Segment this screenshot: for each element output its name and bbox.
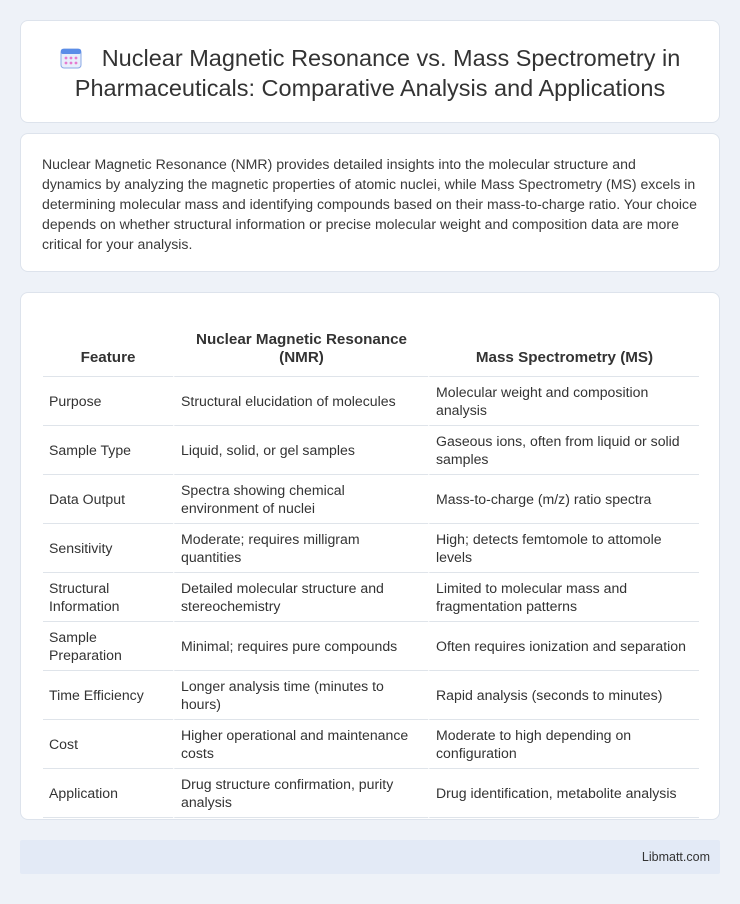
nmr-cell: Liquid, solid, or gel samples [173, 426, 428, 475]
table-row [43, 475, 699, 524]
header-nmr: Nuclear Magnetic Resonance (NMR) [173, 313, 428, 377]
ms-cell: Drug identification, metabolite analysis [428, 769, 699, 818]
ms-cell: Limited to molecular mass and fragmentation patterns [428, 573, 699, 622]
nmr-cell: Longer analysis time (minutes to hours) [173, 671, 428, 720]
feature-cell: Application [43, 769, 173, 818]
table-row [43, 720, 699, 769]
table-header-row [43, 313, 699, 377]
ms-cell: Often requires ionization and separation [428, 622, 699, 671]
ms-cell: Mass-to-charge (m/z) ratio spectra [428, 475, 699, 524]
calendar-icon [60, 47, 82, 69]
header-feature: Feature [43, 313, 173, 377]
feature-cell: Time Efficiency [43, 671, 173, 720]
feature-cell: Sensitivity [43, 524, 173, 573]
table-row [43, 769, 699, 818]
page-title [41, 43, 699, 103]
table-row [43, 622, 699, 671]
nmr-cell: Minimal; requires pure compounds [173, 622, 428, 671]
table-row [43, 671, 699, 720]
ms-cell: Rapid analysis (seconds to minutes) [428, 671, 699, 720]
footer [20, 840, 720, 874]
ms-cell: High; detects femtomole to attomole levels [428, 524, 699, 573]
feature-cell: Sample Type [43, 426, 173, 475]
ms-cell: Molecular weight and composition analysis [428, 377, 699, 426]
table-row [43, 426, 699, 475]
intro-paragraph: Nuclear Magnetic Resonance (NMR) provides detailed insights into the molecular structure and dynamics by analyzing the magnetic properties of atomic nuclei, while Mass Spectrometry (MS) excels in determining molecular mass and identifying compounds based on their mass-to-charge ratio. Your choice depends on whether structural information or precise molecular weight and composition data are more critical for your analysis. [42, 156, 697, 252]
nmr-cell: Structural elucidation of molecules [173, 377, 428, 426]
nmr-cell: Moderate; requires milligram quantities [173, 524, 428, 573]
title-card [20, 20, 720, 123]
ms-cell: Moderate to high depending on configuration [428, 720, 699, 769]
comparison-table-card [20, 292, 720, 820]
nmr-cell: Detailed molecular structure and stereochemistry [173, 573, 428, 622]
feature-cell: Data Output [43, 475, 173, 524]
footer-brand-link[interactable]: Libmatt.com [641, 850, 710, 864]
page-title-text: Nuclear Magnetic Resonance vs. Mass Spectrometry in Pharmaceuticals: Comparative Analysis and Applications [74, 45, 681, 101]
nmr-cell: Higher operational and maintenance costs [173, 720, 428, 769]
feature-cell: Sample Preparation [43, 622, 173, 671]
table-row [43, 377, 699, 426]
header-ms: Mass Spectrometry (MS) [428, 313, 699, 377]
feature-cell: Cost [43, 720, 173, 769]
table-row [43, 573, 699, 622]
nmr-cell: Drug structure confirmation, purity analysis [173, 769, 428, 818]
feature-cell: Purpose [43, 377, 173, 426]
nmr-cell: Spectra showing chemical environment of nuclei [173, 475, 428, 524]
ms-cell: Gaseous ions, often from liquid or solid samples [428, 426, 699, 475]
intro-card [20, 133, 720, 272]
feature-cell: Structural Information [43, 573, 173, 622]
comparison-table [43, 313, 699, 818]
table-row [43, 524, 699, 573]
